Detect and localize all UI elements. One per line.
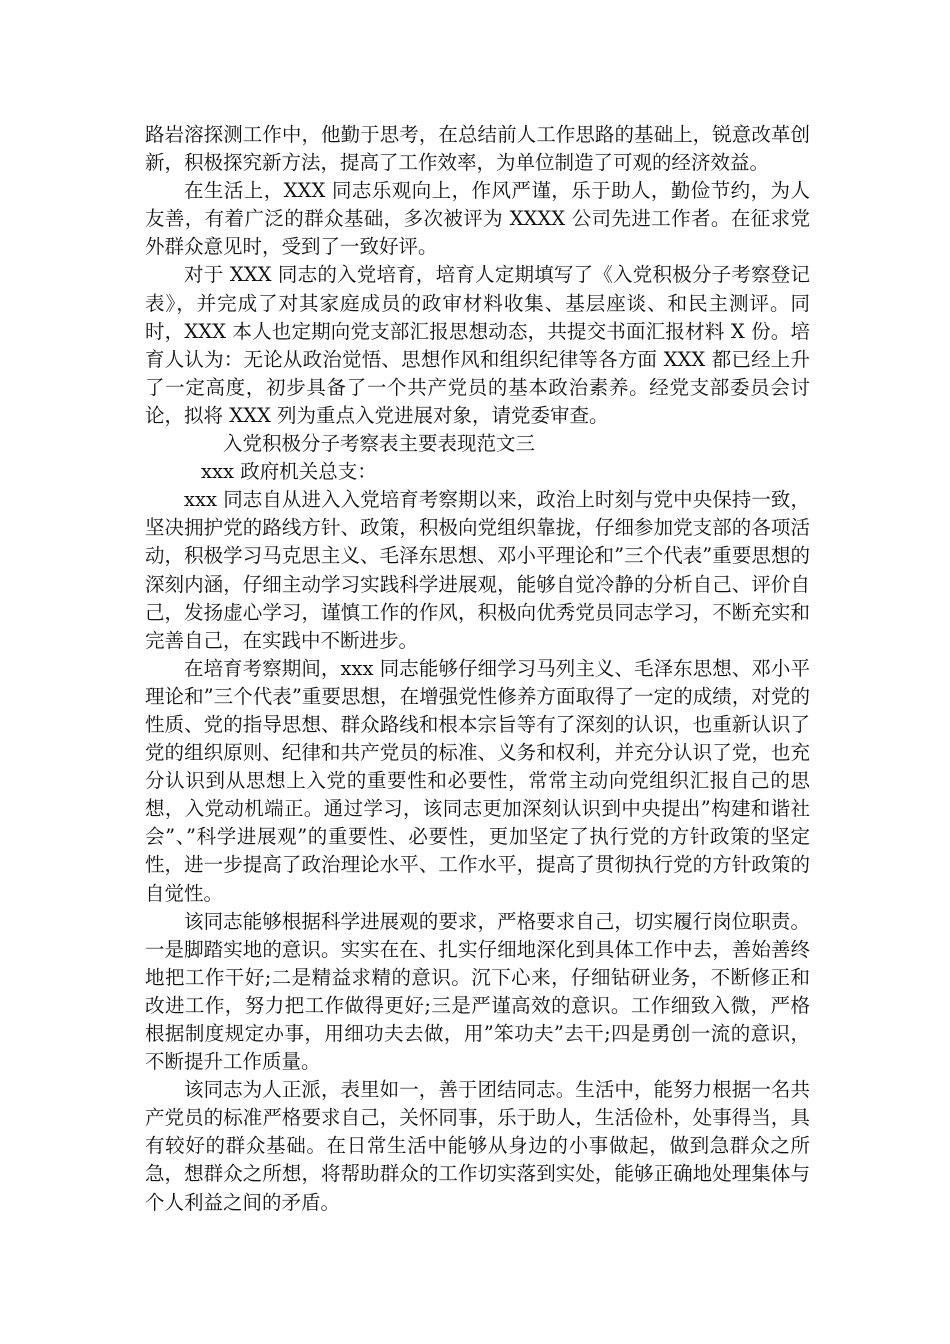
- paragraph-study: 在培育考察期间，xxx 同志能够仔细学习马列主义、毛泽东思想、邓小平理论和”三个代表”重要思想，在增强党性修养方面取得了一定的成绩，对党的性质、党的指导思想、群众路线和根本宗旨等有了深刻的认识，也重新认识了党的组织原则、纪律和共产党员的标准、义务和权利，并充分认识了党，也充分认识到从思想上入党的重要性和必要性，常常主动向党组织汇报自己的思想，入党动机端正。通过学习，该同志更加深刻认识到中央提出”构建和谐社会”、”科学进展观”的重要性、必要性，更加坚定了执行党的方针政策的坚定性，进一步提高了政治理论水平、工作水平，提高了贯彻执行党的方针政策的自觉性。: [145, 656, 810, 905]
- paragraph-continuation: 路岩溶探测工作中，他勤于思考，在总结前人工作思路的基础上，锐意改革创新，积极探究新方法，提高了工作效率，为单位制造了可观的经济效益。: [145, 123, 810, 175]
- section-title: 入党积极分子考察表主要表现范文三: [223, 432, 536, 456]
- paragraph-political: xxx 同志自从进入入党培育考察期以来，政治上时刻与党中央保持一致，坚决拥护党的路线方针、政策，积极向党组织靠拢，仔细参加党支部的各项活动，积极学习马克思主义、毛泽东思想、邓小平理论和”三个代表”重要思想的深刻内涵，仔细主动学习实践科学进展观，能够自觉冷静的分析自己、评价自己，发扬虚心学习，谨慎工作的作风，积极向优秀党员同志学习，不断充实和完善自己，在实践中不断进步。: [145, 488, 810, 652]
- paragraph-character: 该同志为人正派，表里如一，善于团结同志。生活中，能努力根据一名共产党员的标准严格要求自己，关怀同事，乐于助人，生活俭朴，处事得当，具有较好的群众基础。在日常生活中能够从身边的小事做起，做到急群众之所急，想群众之所想，将帮助群众的工作切实落到实处，能够正确地处理集体与个人利益之间的矛盾。: [145, 1078, 810, 1214]
- paragraph-work: 该同志能够根据科学进展观的要求，严格要求自己，切实履行岗位职责。一是脚踏实地的意识。实实在在、扎实仔细地深化到具体工作中去，善始善终地把工作干好;二是精益求精的意识。沉下心来，仔细钻研业务，不断修正和改进工作，努力把工作做得更好;三是严谨高效的意识。工作细致入微，严格根据制度规定办事，用细功夫去做，用”笨功夫”去干;四是勇创一流的意识，不断提升工作质量。: [145, 909, 810, 1074]
- paragraph-training: 对于 XXX 同志的入党培育，培育人定期填写了《入党积极分子考察登记表》，并完成了对其家庭成员的政审材料收集、基层座谈、和民主测评。同时，XXX 本人也定期向党支部汇报思想动态，共提交书面汇报材料 X 份。培育人认为：无论从政治觉悟、思想作风和组织纪律等各方面 XXX 都已经上升了一定高度，初步具备了一个共产党员的基本政治素养。经党支部委员会讨论，拟将 XXX 列为重点入党进展对象，请党委审查。: [145, 263, 810, 427]
- paragraph-life: 在生活上，XXX 同志乐观向上，作风严谨，乐于助人，勤俭节约，为人友善，有着广泛的群众基础，多次被评为 XXXX 公司先进工作者。在征求党外群众意见时，受到了一致好评。: [145, 179, 810, 259]
- document-page: [145, 121, 810, 1217]
- salutation: xxx 政府机关总支：: [201, 460, 377, 484]
